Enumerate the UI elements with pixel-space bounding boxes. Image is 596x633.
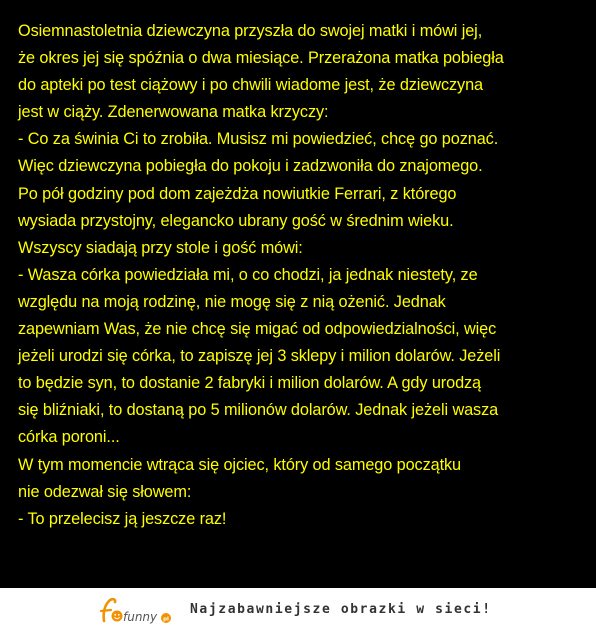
story-line: Osiemnastoletnia dziewczyna przyszła do swojej matki i mówi jej, xyxy=(18,22,483,40)
story-line: W tym momencie wtrąca się ojciec, który od samego początku xyxy=(18,455,462,474)
story-line: - To przelecisz ją jeszcze raz! xyxy=(18,509,227,528)
footer xyxy=(0,588,596,633)
logo-text: funny xyxy=(123,610,158,624)
story-line: córka poroni... xyxy=(18,428,120,447)
story-line: zapewniam Was, że nie chcę się migać od odpowiedzialności, więc xyxy=(18,320,497,339)
story-line: nie odezwał się słowem: xyxy=(18,482,192,501)
story-line: Więc dziewczyna pobiegła do pokoju i zadzwoniła do znajomego. xyxy=(18,157,483,176)
story-line: - Wasza córka powiedziała mi, o co chodzi, ja jednak niestety, ze xyxy=(18,265,478,284)
story-line: względu na moją rodzinę, nie mogę się z nią ożenić. Jednak xyxy=(18,292,446,311)
story-line: to będzie syn, to dostanie 2 fabryki i milion dolarów. A gdy urodzą xyxy=(18,374,482,393)
story-line: że okres jej się spóźnia o dwa miesiące. Przerażona matka pobiegła xyxy=(18,49,504,68)
story-line: Po pół godziny pod dom zajeżdża nowiutkie Ferrari, z którego xyxy=(18,184,457,203)
story-line: się bliźniaki, to dostaną po 5 milionów dolarów. Jednak jeżeli wasza xyxy=(18,401,499,420)
story-line: Wszyscy siadają przy stole i gość mówi: xyxy=(18,238,303,257)
logo-suffix: pl xyxy=(163,616,169,623)
story-line: - Co za świnia Ci to zrobiła. Musisz mi powiedzieć, chcę go poznać. xyxy=(18,130,499,149)
funny-logo[interactable] xyxy=(95,594,175,628)
smiley-icon xyxy=(112,611,123,622)
story-line: wysiada przystojny, elegancko ubrany gość w średnim wieku. xyxy=(18,211,454,230)
tagline: Najzabawniejsze obrazki w sieci! xyxy=(190,602,492,617)
story-line: jeżeli urodzi się córka, to zapiszę jej 3 sklepy i milion dolarów. Jeżeli xyxy=(18,347,501,366)
story-line: do apteki po test ciążowy i po chwili wiadome jest, że dziewczyna xyxy=(18,76,483,95)
story-line: jest w ciąży. Zdenerwowana matka krzyczy: xyxy=(18,103,329,122)
